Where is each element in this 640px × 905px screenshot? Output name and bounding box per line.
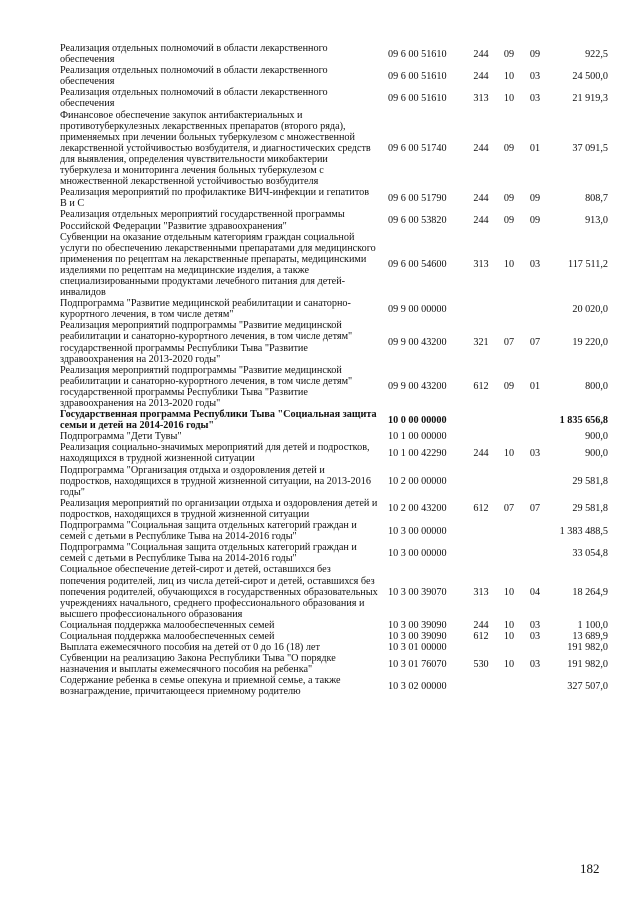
section	[496, 431, 522, 442]
section	[496, 409, 522, 431]
target-code: 09 6 00 51610	[388, 48, 447, 60]
row-name: Подпрограмма "Социальная защита отдельных категорий граждан и семей с детьми в Республике Тыва на 2014-2016 годы"	[60, 520, 357, 543]
expense-type: 612	[473, 381, 489, 393]
expense-type	[466, 465, 496, 498]
subsection	[522, 675, 548, 697]
section	[496, 298, 522, 320]
amount: 29 581,8	[572, 503, 608, 515]
amount: 21 919,3	[572, 92, 608, 104]
section: 09	[503, 381, 515, 393]
row-name: Субвенции на оказание отдельным категориям граждан социальной услуги по обеспечению лекарственными препаратами для медицинского применения по рецептам на лекарственные препараты, медицинскими изделиями по рецептам на медицинские изделия, а также специализированными продуктами лечебного питания для детей-инвалидов	[60, 231, 376, 299]
table-row	[60, 110, 608, 188]
amount: 13 689,9	[572, 630, 608, 642]
row-name: Подпрограмма "Организация отдыха и оздоровления детей и подростков, находящихся в трудной жизненной ситуации, на 2013-2016 годы"	[60, 464, 371, 498]
expense-type	[466, 542, 496, 564]
expense-type: 612	[473, 630, 489, 642]
table-row	[60, 232, 608, 299]
expense-type: 313	[473, 586, 489, 598]
target-code: 10 2 00 43200	[388, 503, 447, 515]
section	[496, 465, 522, 498]
section: 09	[503, 48, 515, 60]
target-code: 09 6 00 51740	[388, 142, 447, 154]
row-name: Социальная поддержка малообеспеченных семей	[60, 630, 275, 642]
target-code: 10 3 00 00000	[388, 547, 447, 559]
table-row	[60, 187, 608, 209]
table-row	[60, 620, 608, 631]
amount: 900,0	[585, 431, 608, 443]
target-code: 09 6 00 53820	[388, 214, 447, 226]
row-name: Реализация мероприятий подпрограммы "Развитие медицинской реабилитации и санаторно-курортного лечения, в том числе детям" государственной программы Республики Тыва "Развитие здравоохранения на 2013-2020 годы"	[60, 364, 353, 409]
table-row	[60, 520, 608, 542]
table-row	[60, 87, 608, 109]
table-row	[60, 365, 608, 409]
target-code: 10 1 00 42290	[388, 447, 447, 459]
table-row	[60, 431, 608, 442]
row-name: Реализация отдельных полномочий в области лекарственного обеспечения	[60, 87, 328, 110]
expense-type: 244	[473, 214, 489, 226]
row-name: Реализация отдельных полномочий в области лекарственного обеспечения	[60, 65, 328, 88]
table-row	[60, 409, 608, 431]
subsection	[522, 298, 548, 320]
expense-type	[466, 642, 496, 653]
row-name: Подпрограмма "Развитие медицинской реабилитации и санаторно-курортного лечения, в том числе детям"	[60, 298, 351, 321]
amount: 20 020,0	[572, 303, 608, 315]
subsection: 03	[529, 447, 541, 459]
budget-document	[60, 43, 608, 698]
amount: 1 835 656,8	[559, 414, 608, 426]
section: 09	[503, 192, 515, 204]
expense-type: 321	[473, 336, 489, 348]
table-row	[60, 298, 608, 320]
section	[496, 642, 522, 653]
expense-type: 244	[473, 70, 489, 82]
target-code: 09 6 00 51610	[388, 92, 447, 104]
row-name: Реализация отдельных полномочий в области лекарственного обеспечения	[60, 43, 328, 66]
section: 09	[503, 142, 515, 154]
expense-type	[466, 675, 496, 697]
row-name: Субвенции на реализацию Закона Республики Тыва "О порядке назначения и выплаты ежемесячного пособия на ребенка"	[60, 653, 336, 676]
target-code: 09 6 00 51790	[388, 192, 447, 204]
target-code: 10 2 00 00000	[388, 475, 447, 487]
subsection: 07	[529, 336, 541, 348]
subsection: 09	[529, 214, 541, 226]
subsection	[522, 542, 548, 564]
amount: 19 220,0	[572, 336, 608, 348]
expense-type: 530	[473, 658, 489, 670]
subsection	[522, 465, 548, 498]
expense-type: 244	[473, 619, 489, 631]
amount: 1 100,0	[577, 619, 608, 631]
table-row	[60, 65, 608, 87]
target-code: 09 6 00 51610	[388, 70, 447, 82]
section: 10	[503, 92, 515, 104]
expense-type	[466, 298, 496, 320]
row-name: Подпрограмма "Дети Тувы"	[60, 431, 182, 443]
table-row	[60, 653, 608, 675]
section	[496, 542, 522, 564]
row-name: Реализация мероприятий подпрограммы "Развитие медицинской реабилитации и санаторно-курортного лечения, в том числе детям" государственной программы Республики Тыва "Развитие здравоохранения на 2013-2020 годы"	[60, 320, 353, 365]
subsection: 09	[529, 192, 541, 204]
expense-type: 244	[473, 142, 489, 154]
table-row	[60, 564, 608, 619]
subsection: 03	[529, 619, 541, 631]
subsection: 07	[529, 503, 541, 515]
row-name: Социальная поддержка малообеспеченных семей	[60, 619, 275, 631]
amount: 33 054,8	[572, 547, 608, 559]
table-row	[60, 498, 608, 520]
amount: 327 507,0	[567, 680, 608, 692]
row-name: Государственная программа Республики Тыва "Социальная защита семьи и детей на 2014-2016 годы"	[60, 409, 377, 432]
target-code: 10 3 00 39090	[388, 619, 447, 631]
section: 10	[503, 70, 515, 82]
row-name: Подпрограмма "Социальная защита отдельных категорий граждан и семей с детьми в Республике Тыва на 2014-2016 годы"	[60, 542, 357, 565]
subsection: 03	[529, 70, 541, 82]
amount: 808,7	[585, 192, 608, 204]
row-name: Содержание ребенка в семье опекуна и приемной семье, а также вознаграждение, причитающееся приемному родителю	[60, 675, 341, 698]
row-name: Реализация мероприятий по организации отдыха и оздоровления детей и подростков, находящихся в трудной жизненной ситуации	[60, 497, 378, 520]
amount: 191 982,0	[567, 642, 608, 654]
amount: 922,5	[585, 48, 608, 60]
subsection: 03	[529, 658, 541, 670]
expense-type: 244	[473, 192, 489, 204]
target-code: 10 1 00 00000	[388, 431, 447, 443]
table-row	[60, 642, 608, 653]
section: 10	[503, 447, 515, 459]
expense-type: 244	[473, 48, 489, 60]
section	[496, 675, 522, 697]
amount: 37 091,5	[572, 142, 608, 154]
row-name: Реализация мероприятий по профилактике ВИЧ-инфекции и гепатитов В и С	[60, 187, 370, 210]
table-row	[60, 542, 608, 564]
section: 10	[503, 619, 515, 631]
target-code: 10 3 02 00000	[388, 680, 447, 692]
amount: 117 511,2	[568, 259, 608, 271]
expense-type: 313	[473, 92, 489, 104]
subsection: 09	[529, 48, 541, 60]
target-code: 09 6 00 54600	[388, 259, 447, 271]
subsection: 01	[529, 142, 541, 154]
row-name: Социальное обеспечение детей-сирот и детей, оставшихся без попечения родителей, лиц из числа детей-сирот и детей, оставшихся без попечения родителей, обучающихся в государственных образовательных учреждениях начального, среднего профессионального образования и высшего профессионального образования	[60, 564, 378, 620]
table-row	[60, 631, 608, 642]
table-row	[60, 465, 608, 498]
budget-rows	[60, 43, 608, 698]
subsection: 03	[529, 259, 541, 271]
amount: 191 982,0	[567, 658, 608, 670]
section: 10	[503, 630, 515, 642]
expense-type	[466, 520, 496, 542]
expense-type: 612	[473, 503, 489, 515]
subsection	[522, 520, 548, 542]
amount: 24 500,0	[572, 70, 608, 82]
subsection	[522, 642, 548, 653]
subsection: 03	[529, 92, 541, 104]
table-row	[60, 675, 608, 697]
target-code: 10 3 00 39090	[388, 630, 447, 642]
target-code: 09 9 00 43200	[388, 381, 447, 393]
table-row	[60, 43, 608, 65]
row-name: Реализация социально-значимых мероприятий для детей и подростков, находящихся в трудной жизненной ситуации	[60, 442, 370, 465]
row-name: Реализация отдельных мероприятий государственной программы Российской Федерации "Развитие здравоохранения"	[60, 209, 345, 232]
target-code: 10 3 01 00000	[388, 642, 447, 654]
amount: 913,0	[585, 214, 608, 226]
amount: 18 264,9	[572, 586, 608, 598]
expense-type	[466, 409, 496, 431]
expense-type: 244	[473, 447, 489, 459]
row-name: Выплата ежемесячного пособия на детей от 0 до 16 (18) лет	[60, 642, 320, 654]
amount: 900,0	[585, 447, 608, 459]
table-row	[60, 209, 608, 231]
section: 07	[503, 336, 515, 348]
section: 09	[503, 214, 515, 226]
target-code: 10 3 01 76070	[388, 658, 447, 670]
target-code: 09 9 00 43200	[388, 336, 447, 348]
expense-type: 313	[473, 259, 489, 271]
section: 10	[503, 259, 515, 271]
section: 10	[503, 658, 515, 670]
subsection: 01	[529, 381, 541, 393]
target-code: 10 0 00 00000	[388, 414, 447, 426]
subsection	[522, 431, 548, 442]
budget-table	[60, 43, 608, 698]
subsection: 04	[529, 586, 541, 598]
target-code: 09 9 00 00000	[388, 303, 447, 315]
amount: 1 383 488,5	[559, 525, 608, 537]
amount: 29 581,8	[572, 475, 608, 487]
section	[496, 520, 522, 542]
page-number: 182	[580, 861, 600, 876]
subsection	[522, 409, 548, 431]
target-code: 10 3 00 39070	[388, 586, 447, 598]
section: 10	[503, 586, 515, 598]
row-name: Финансовое обеспечение закупок антибактериальных и противотуберкулезных лекарственных препаратов (второго ряда), применяемых при лечении больных туберкулезом с множественной лекарственной устойчивостью возбудителя, и диагностических средств для выявления, определения чувствительности микобактерии туберкулеза и мониторинга лечения больных туберкулезом с множественной лекарственной устойчивостью возбудителя	[60, 109, 371, 188]
subsection: 03	[529, 630, 541, 642]
table-row	[60, 320, 608, 364]
section: 07	[503, 503, 515, 515]
amount: 800,0	[585, 381, 608, 393]
table-row	[60, 442, 608, 464]
expense-type	[466, 431, 496, 442]
target-code: 10 3 00 00000	[388, 525, 447, 537]
